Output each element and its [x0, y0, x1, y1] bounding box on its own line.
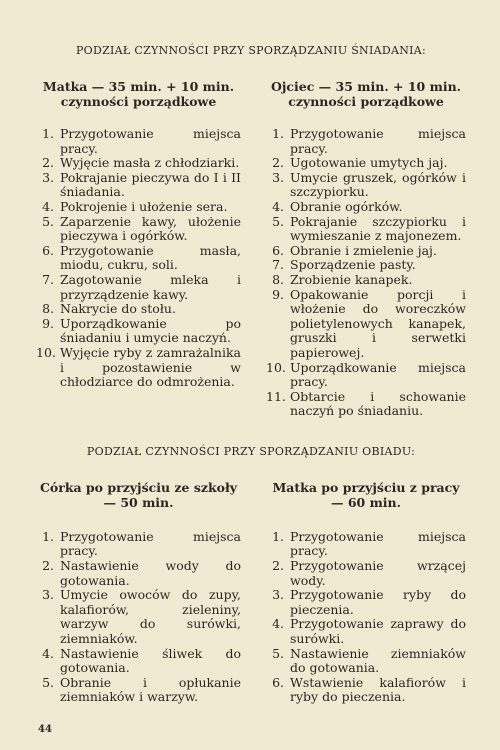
task-text: Przygotowanie wrzącej wody. [290, 558, 466, 588]
column-father-breakfast [266, 79, 466, 419]
task-number: 2. [272, 155, 284, 171]
task-number: 6. [42, 242, 54, 258]
task-item [36, 588, 241, 646]
task-item [36, 647, 241, 676]
task-number: 1. [42, 528, 54, 544]
task-text: Nastawienie wody do gotowania. [60, 558, 241, 588]
task-text: Pokrajanie szczypiorku i wymieszanie z majonezem. [290, 213, 466, 244]
task-text: Ugotowanie umytych jaj. [290, 155, 448, 171]
task-list [36, 530, 241, 705]
task-item [266, 647, 466, 676]
task-number: 6. [272, 242, 284, 258]
column-heading [36, 79, 241, 109]
task-text: Wyjęcie ryby z zamrażalnika i pozostawienie w chłodziarce do odmrożenia. [60, 344, 241, 390]
task-item [266, 361, 466, 390]
task-text: Sporządzenie pasty. [290, 257, 416, 273]
task-number: 8. [42, 301, 54, 317]
task-item [36, 273, 241, 302]
task-text: Pokrojenie i ułożenie sera. [60, 198, 228, 214]
column-heading-line1: Ojciec — 35 min. + 10 min. [270, 79, 462, 94]
breakfast-columns [36, 79, 466, 419]
task-number: 2. [272, 558, 284, 574]
task-number: 1. [272, 528, 284, 544]
task-number: 5. [42, 213, 54, 229]
task-item [266, 588, 466, 617]
task-item [266, 530, 466, 559]
task-text: Obranie ogórków. [290, 198, 403, 214]
task-list [266, 127, 466, 419]
task-list [36, 127, 241, 390]
task-number: 11. [266, 388, 286, 404]
task-number: 9. [42, 315, 54, 331]
task-text: Przygotowanie masła, miodu, cukru, soli. [60, 242, 241, 273]
task-item [36, 244, 241, 273]
task-text: Wstawienie kalafiorów i ryby do pieczenia. [290, 674, 466, 705]
column-heading [266, 79, 466, 109]
task-item [266, 215, 466, 244]
task-item [36, 302, 241, 317]
task-item [266, 676, 466, 705]
column-heading-line2: — 60 min. [330, 494, 401, 510]
task-number: 7. [272, 257, 284, 273]
task-text: Uporządkowanie po śniadaniu i umycie naczyń. [60, 315, 241, 346]
task-text: Zrobienie kanapek. [290, 271, 413, 287]
section-title-dinner: PODZIAŁ CZYNNOŚCI PRZY SPORZĄDZANIU OBIADU: [86, 444, 416, 458]
task-number: 4. [42, 645, 54, 661]
task-item [266, 288, 466, 361]
task-number: 4. [272, 198, 284, 214]
task-number: 5. [272, 645, 284, 661]
breakfast-section [36, 0, 466, 419]
task-number: 4. [42, 198, 54, 214]
task-item [266, 244, 466, 259]
dinner-columns [36, 480, 466, 705]
task-item [266, 258, 466, 273]
task-item [36, 156, 241, 171]
task-text: Zaparzenie kawy, ułożenie pieczywa i ogórków. [60, 213, 241, 244]
task-text: Przygotowanie zaprawy do surówki. [290, 616, 466, 647]
section-title-breakfast: PODZIAŁ CZYNNOŚCI PRZY SPORZĄDZANIU ŚNIADANIA: [75, 44, 427, 57]
task-text: Obranie i zmielenie jaj. [290, 242, 437, 258]
task-text: Obtarcie i schowanie naczyń po śniadaniu. [290, 388, 466, 419]
task-text: Nastawienie ziemniaków do gotowania. [290, 645, 466, 676]
task-item [266, 617, 466, 646]
task-item [266, 127, 466, 156]
task-number: 3. [272, 587, 284, 603]
task-number: 3. [42, 587, 54, 603]
task-number: 8. [272, 271, 284, 287]
task-number: 7. [42, 271, 54, 287]
task-text: Obranie i opłukanie ziemniaków i warzyw. [60, 674, 241, 705]
task-text: Przygotowanie miejsca pracy. [290, 126, 466, 156]
page-number: 44 [38, 724, 52, 735]
task-item [266, 273, 466, 288]
task-number: 1. [42, 126, 54, 141]
task-item [266, 171, 466, 200]
task-number: 9. [272, 286, 284, 302]
task-text: Umycie owoców do zupy, kalafiorów, zieleniny, warzyw do surówki, ziemniaków. [60, 587, 241, 647]
column-heading-line1: Córka po przyjściu ze szkoły [39, 479, 238, 495]
task-number: 10. [36, 344, 56, 360]
task-item [36, 559, 241, 588]
column-heading-line2: czynności porządkowe [60, 94, 217, 109]
column-heading [266, 480, 466, 510]
task-item [36, 530, 241, 559]
task-item [36, 200, 241, 215]
task-number: 1. [272, 126, 284, 141]
task-text: Zagotowanie mleka i przyrządzenie kawy. [60, 271, 241, 302]
task-item [266, 156, 466, 171]
task-number: 10. [266, 359, 286, 375]
task-number: 6. [272, 674, 284, 690]
task-number: 5. [42, 674, 54, 690]
task-number: 2. [42, 558, 54, 574]
column-heading-line1: Matka — 35 min. + 10 min. [42, 79, 235, 94]
task-text: Umycie gruszek, ogórków i szczypiorku. [290, 169, 466, 200]
task-number: 3. [42, 169, 54, 185]
task-item [36, 215, 241, 244]
task-item [266, 200, 466, 215]
task-number: 5. [272, 213, 284, 229]
task-number: 4. [272, 616, 284, 632]
task-number: 2. [42, 155, 54, 171]
task-item [36, 127, 241, 156]
column-mother-breakfast [36, 79, 241, 419]
task-text: Nastawienie śliwek do gotowania. [60, 645, 241, 676]
task-item [36, 171, 241, 200]
dinner-section [36, 419, 466, 705]
column-heading [36, 480, 241, 510]
column-heading-line2: — 50 min. [103, 494, 174, 510]
task-text: Nakrycie do stołu. [60, 301, 176, 317]
task-item [266, 390, 466, 419]
task-text: Wyjęcie masła z chłodziarki. [60, 155, 240, 171]
task-text: Pokrajanie pieczywa do I i II śniadania. [60, 169, 241, 200]
task-item [36, 346, 241, 390]
task-number: 3. [272, 169, 284, 185]
task-text: Przygotowanie miejsca pracy. [60, 528, 241, 559]
task-text: Przygotowanie miejsca pracy. [60, 126, 241, 156]
task-text: Przygotowanie miejsca pracy. [290, 528, 466, 559]
task-item [36, 317, 241, 346]
column-heading-line2: czynności porządkowe [288, 94, 444, 109]
task-item [36, 676, 241, 705]
task-text: Przygotowanie ryby do pieczenia. [290, 587, 466, 617]
task-text: Opakowanie porcji i włożenie do woreczków polietylenowych kanapek, gruszki i serwetki papierowej. [290, 286, 466, 360]
task-item [266, 559, 466, 588]
column-heading-line1: Matka po przyjściu z pracy [272, 479, 460, 495]
column-mother-dinner [266, 480, 466, 705]
task-text: Uporządkowanie miejsca pracy. [290, 359, 466, 390]
column-daughter-dinner [36, 480, 241, 705]
task-list [266, 530, 466, 705]
